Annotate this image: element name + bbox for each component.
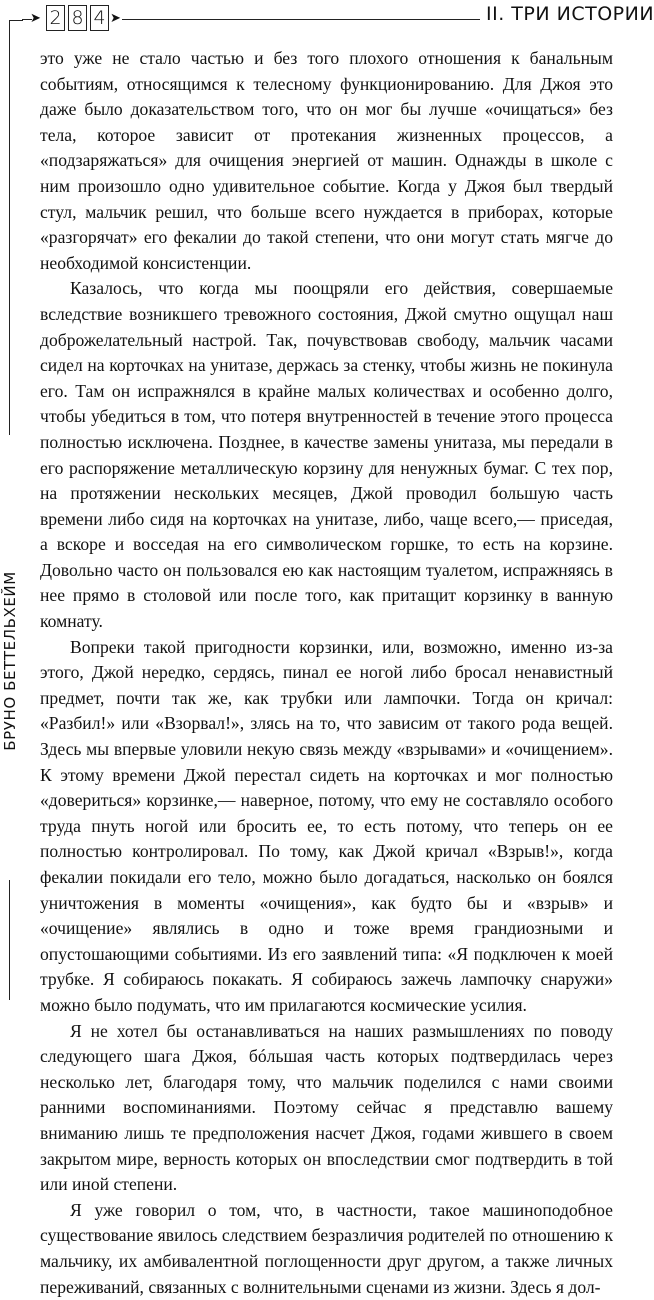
paragraph: Я не хотел бы останавливаться на наших размышлениях по поводу следующего шага Джоя, бóльшая часть которых подтвердилась через несколько лет, благодаря тому, что мальчик поделился с нами своими ранними воспоминаниями. Поэтому сейчас я представлю вашему вниманию лишь те предположения насчет Джоя, годами жившего в своем закрытом мире, верность которых он впоследствии смог подтвердить в той или иной степени.	[40, 1020, 613, 1195]
margin-rule-bottom	[9, 880, 10, 1000]
page-number	[46, 5, 112, 31]
body-text	[40, 46, 613, 1300]
page-digit: 8	[68, 5, 87, 31]
page-header	[0, 0, 654, 40]
margin-rule	[9, 20, 10, 435]
paragraph: это уже не стало частью и без того плохого отношения к банальным событиям, относящимся к телесному функционированию. Для Джоя это даже было доказательством того, что он мог бы лучше «очищаться» без тела, которое зависит от протекания жизненных процессов, а «подзаряжаться» для очищения энергией от машин. Однажды в школе с ним произошло одно удивительное событие. Когда у Джоя был твердый стул, мальчик решил, что больше всего нуждается в приборах, которые «разгорячат» его фекалии до такой степени, что они могут стать мягче до необходимой консистенции.	[40, 48, 613, 273]
paragraph: Вопреки такой пригодности корзинки, или, возможно, именно из-за этого, Джой нередко, сердясь, пинал ее ногой либо бросал ненавистный предмет, почти так же, как трубки или лампочки. Тогда он кричал: «Разбил!» или «Взорвал!», злясь на то, что зависим от такого рода вещей. Здесь мы впервые уловили некую связь между «взрывами» и «очищением». К этому времени Джой перестал сидеть на корточках и мог полностью «довериться» корзинке,— наверное, потому, что ему не составляло особого труда пнуть ногой или бросить ее, то есть потому, что теперь он ее полностью контролировал. По тому, как Джой кричал «Взрыв!», когда фекалии покидали его тело, можно было догадаться, насколько он боялся уничтожения в моменты «очищения», как будто бы и «взрыв» и «очищение» являлись в одно и тоже время грандиозными и опустошающими событиями. Из его заявлений типа: «Я подключен к моей трубке. Я собираюсь покакать. Я собираюсь зажечь лампочку снаружи» можно было подумать, что им прилагаются космические усилия.	[40, 636, 613, 1015]
header-rule	[122, 19, 480, 20]
paragraph: Казалось, что когда мы поощряли его действия, совершаемые вследствие возникшего тревожного состояния, Джой смутно ощущал наш доброжелательный настрой. Так, почувствовав свободу, мальчик часами сидел на корточках на унитазе, держась за стенку, чтобы жизнь не покинула его. Там он испражнялся в крайне малых количествах и особенно долго, чтобы убедиться в том, что потеря внутренностей в течение этого процесса полностью исключена. Позднее, в качестве замены унитаза, мы передали в его распоряжение металлическую корзину для ненужных бумаг. С тех пор, на протяжении нескольких месяцев, Джой проводил большую часть времени либо сидя на корточках на унитазе, либо, чаще всего,— приседая, а вскоре и восседая на его символическом горшке, то есть на корзине. Довольно часто он пользовался ею как настоящим туалетом, испражняясь в нее прямо в столовой или после того, как притащит корзинку в ванную комнату.	[40, 278, 613, 632]
paragraph: Я уже говорил о том, что, в частности, такое машиноподобное существование явилось следствием безразличия родителей по отношению к мальчику, их амбивалентной поглощенности друг другом, а также личных переживаний, связанных с волнительными сценами из жизни. Здесь я дол-	[40, 1199, 613, 1297]
author-name: БРУНО БЕТТЕЛЬХЕЙМ	[1, 571, 19, 751]
arrow-right-icon: ➤	[110, 11, 121, 26]
running-head: II. ТРИ ИСТОРИИ	[486, 3, 654, 25]
page-digit: 2	[46, 5, 65, 31]
arrow-right-icon: ➤	[30, 11, 41, 26]
margin-rule-top	[9, 20, 23, 21]
page-digit: 4	[90, 5, 109, 31]
